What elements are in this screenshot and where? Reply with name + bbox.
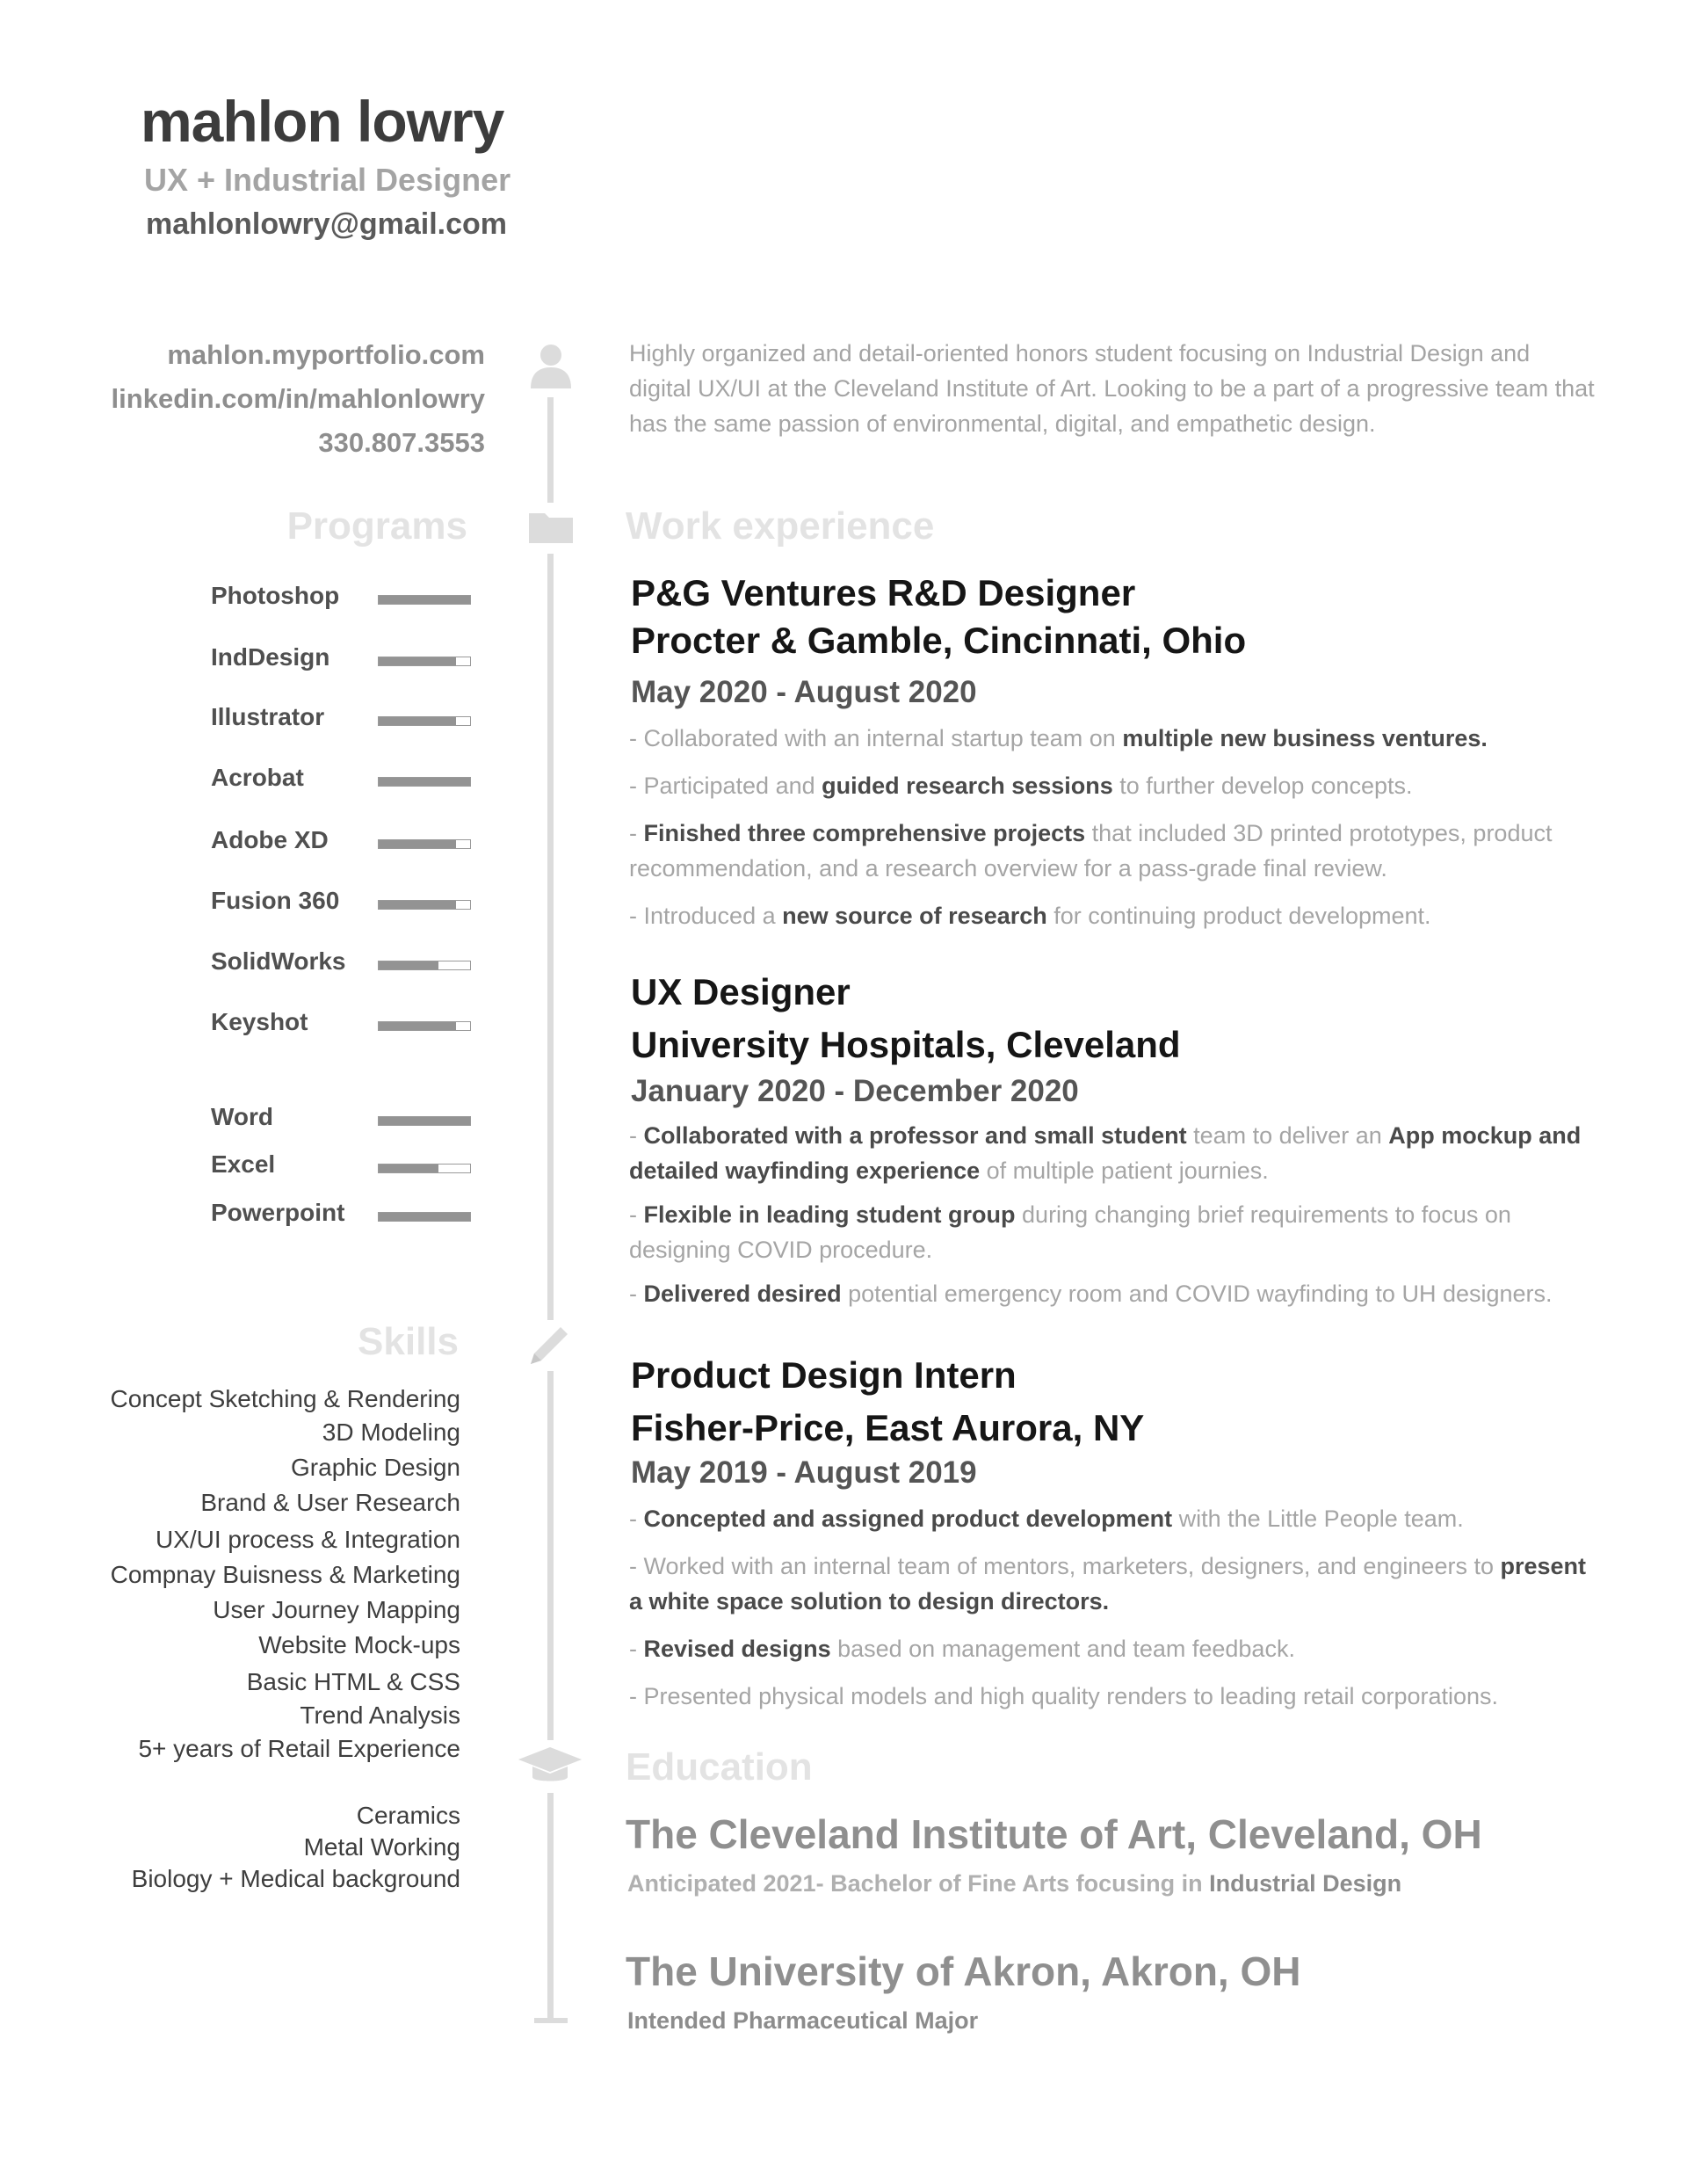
- job-title: UX Designer: [631, 971, 851, 1012]
- skill-item: 3D Modeling: [322, 1419, 460, 1446]
- skill-item: Brand & User Research: [200, 1489, 460, 1516]
- graduation-cap-icon: [517, 1745, 583, 1786]
- program-name: Keyshot: [211, 1008, 308, 1035]
- skill-level-fill: [379, 657, 456, 665]
- pencil-icon: [524, 1320, 575, 1371]
- skill-level-bar: [378, 657, 471, 666]
- timeline-segment: [547, 397, 554, 503]
- program-name: Acrobat: [211, 764, 304, 791]
- skill-level-fill: [379, 961, 438, 969]
- school-detail: Anticipated 2021- Bachelor of Fine Arts focusing in Industrial Design: [627, 1870, 1402, 1897]
- phone-number: 330.807.3553: [318, 427, 485, 458]
- skill-level-fill: [379, 596, 470, 604]
- education-heading: Education: [626, 1745, 813, 1789]
- job-bullet: - Delivered desired potential emergency room and COVID wayfinding to UH designers.: [629, 1281, 1553, 1307]
- job-title: Product Design Intern: [631, 1354, 1017, 1396]
- timeline-segment: [547, 1371, 554, 1740]
- skill-level-fill: [379, 717, 456, 725]
- timeline-segment: [547, 1793, 554, 2021]
- program-name: Photoshop: [211, 582, 340, 609]
- program-name: IndDesign: [211, 643, 330, 671]
- programs-heading: Programs: [286, 504, 467, 548]
- timeline-end-cap: [534, 2018, 568, 2023]
- skill-item: Website Mock-ups: [258, 1631, 460, 1658]
- timeline-segment: [547, 554, 554, 1320]
- school-detail: Intended Pharmaceutical Major: [627, 2007, 979, 2034]
- job-bullet: - Revised designs based on management and team feedback.: [629, 1636, 1295, 1662]
- skill-item: Biology + Medical background: [131, 1865, 460, 1892]
- job-bullet: - Worked with an internal team of mentors, marketers, designers, and engineers to present a white space solution to design directors.: [629, 1553, 1587, 1614]
- skill-level-fill: [379, 840, 456, 848]
- skill-level-fill: [379, 1022, 456, 1030]
- job-company: University Hospitals, Cleveland: [631, 1024, 1181, 1065]
- skill-item: 5+ years of Retail Experience: [138, 1735, 460, 1762]
- skill-level-bar: [378, 1021, 471, 1031]
- program-name: Fusion 360: [211, 887, 340, 914]
- skill-level-bar: [378, 1164, 471, 1173]
- job-bullet: - Introduced a new source of research for continuing product development.: [629, 903, 1431, 929]
- skill-item: UX/UI process & Integration: [155, 1526, 460, 1553]
- candidate-role: UX + Industrial Designer: [144, 162, 511, 198]
- skill-level-bar: [378, 595, 471, 605]
- profile-summary: Highly organized and detail-oriented honors student focusing on Industrial Design and digital UX/UI at the Cleveland Institute of Art. Looking to be a part of a progressive team that has the same passion of environmental, digital, and empathetic design.: [629, 340, 1595, 437]
- job-bullet: - Participated and guided research sessions to further develop concepts.: [629, 773, 1413, 799]
- skill-item: User Journey Mapping: [213, 1596, 460, 1623]
- skill-level-fill: [379, 1213, 470, 1221]
- portfolio-link[interactable]: mahlon.myportfolio.com: [167, 339, 485, 370]
- job-dates: January 2020 - December 2020: [631, 1074, 1079, 1108]
- job-bullet: - Presented physical models and high quality renders to leading retail corporations.: [629, 1683, 1499, 1709]
- skill-item: Basic HTML & CSS: [246, 1668, 460, 1695]
- skill-level-fill: [379, 901, 456, 909]
- job-bullet: - Collaborated with a professor and small student team to deliver an App mockup and detailed wayfinding experience of multiple patient journies.: [629, 1122, 1582, 1184]
- job-dates: May 2020 - August 2020: [631, 675, 977, 709]
- skill-level-bar: [378, 716, 471, 726]
- skill-level-fill: [379, 778, 470, 786]
- skill-item: Metal Working: [303, 1833, 460, 1861]
- program-name: Excel: [211, 1150, 276, 1178]
- skills-heading: Skills: [358, 1320, 459, 1363]
- skill-item: Ceramics: [356, 1802, 460, 1829]
- skill-level-fill: [379, 1117, 470, 1125]
- person-icon: [527, 343, 575, 392]
- program-name: Illustrator: [211, 703, 325, 730]
- skill-level-bar: [378, 839, 471, 849]
- job-company: Fisher-Price, East Aurora, NY: [631, 1407, 1145, 1448]
- job-dates: May 2019 - August 2019: [631, 1455, 977, 1490]
- skill-level-bar: [378, 1116, 471, 1126]
- skill-level-bar: [378, 777, 471, 787]
- skill-item: Concept Sketching & Rendering: [110, 1385, 460, 1412]
- skill-level-fill: [379, 1165, 438, 1172]
- linkedin-link[interactable]: linkedin.com/in/mahlonlowry: [111, 383, 485, 414]
- folder-icon: [527, 510, 575, 545]
- skill-item: Trend Analysis: [300, 1701, 460, 1729]
- program-name: SolidWorks: [211, 947, 346, 975]
- job-bullet: - Concepted and assigned product development with the Little People team.: [629, 1506, 1464, 1532]
- school-name: The University of Akron, Akron, OH: [626, 1948, 1301, 1994]
- skill-item: Compnay Buisness & Marketing: [110, 1561, 460, 1588]
- skill-level-bar: [378, 961, 471, 970]
- job-title: P&G Ventures R&D Designer: [631, 572, 1136, 613]
- skill-level-bar: [378, 1212, 471, 1222]
- job-bullet: - Finished three comprehensive projects that included 3D printed prototypes, product recommendation, and a research overview for a pass-grade final review.: [629, 820, 1553, 882]
- job-company: Procter & Gamble, Cincinnati, Ohio: [631, 620, 1247, 661]
- skill-item: Graphic Design: [291, 1454, 460, 1481]
- program-name: Word: [211, 1103, 274, 1130]
- skill-level-bar: [378, 900, 471, 910]
- job-bullet: - Collaborated with an internal startup team on multiple new business ventures.: [629, 725, 1488, 751]
- program-name: Powerpoint: [211, 1199, 345, 1226]
- candidate-name: mahlon lowry: [141, 89, 504, 154]
- email-link[interactable]: mahlonlowry@gmail.com: [146, 207, 508, 241]
- program-name: Adobe XD: [211, 826, 329, 853]
- school-name: The Cleveland Institute of Art, Cleveland, OH: [626, 1811, 1482, 1857]
- work-experience-heading: Work experience: [626, 504, 935, 548]
- job-bullet: - Flexible in leading student group during changing brief requirements to focus on designing COVID procedure.: [629, 1201, 1511, 1263]
